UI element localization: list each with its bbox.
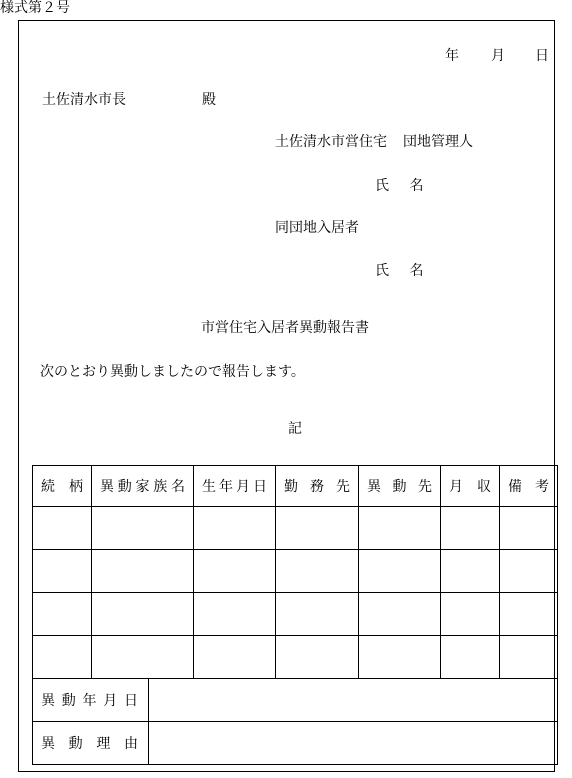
move-reason-label: 異 動 理 由: [41, 736, 138, 752]
resident-name-label: 氏 名: [375, 263, 432, 279]
addressee-name: 土佐清水市長: [42, 92, 126, 108]
table-cell[interactable]: [194, 593, 276, 636]
header-birth-date: 生 年 月 日: [202, 479, 267, 495]
table-cell[interactable]: [92, 550, 194, 593]
move-date-row: [33, 679, 558, 722]
table-cell[interactable]: [441, 550, 500, 593]
table-cell[interactable]: [194, 507, 276, 550]
table-cell[interactable]: [92, 507, 194, 550]
resident-label: 同団地入居者: [275, 220, 359, 236]
table-cell[interactable]: [500, 636, 558, 679]
reporter-role: 団地管理人: [403, 134, 473, 150]
table-cell[interactable]: [276, 507, 359, 550]
table-cell[interactable]: [441, 636, 500, 679]
table-cell[interactable]: [441, 507, 500, 550]
addressee-honorific: 殿: [202, 92, 216, 108]
move-date-label: 異 動 年 月 日: [41, 693, 138, 709]
form-number: 様式第２号: [0, 0, 70, 16]
reporter-name-label: 氏 名: [375, 178, 432, 194]
table-cell[interactable]: [92, 636, 194, 679]
move-date-field[interactable]: [149, 679, 558, 722]
table-cell[interactable]: [359, 507, 441, 550]
ki-mark: 記: [288, 421, 302, 437]
table-cell[interactable]: [441, 593, 500, 636]
move-reason-row: [33, 722, 558, 765]
table-cell[interactable]: [359, 550, 441, 593]
table-cell[interactable]: [33, 636, 92, 679]
table-cell[interactable]: [194, 636, 276, 679]
table-row: [33, 507, 558, 550]
date-day-label: 日: [535, 48, 549, 64]
table-cell[interactable]: [33, 550, 92, 593]
table-row: [33, 550, 558, 593]
table-cell[interactable]: [33, 507, 92, 550]
header-monthly-income: 月 収: [449, 479, 491, 495]
header-family-member: 異 動 家 族 名: [100, 479, 185, 495]
table-row: [33, 593, 558, 636]
table-cell[interactable]: [33, 593, 92, 636]
table-cell[interactable]: [194, 550, 276, 593]
table-cell[interactable]: [276, 593, 359, 636]
table-cell[interactable]: [500, 507, 558, 550]
intro-text: 次のとおり異動しましたので報告します。: [40, 364, 305, 380]
date-month-label: 月: [491, 48, 505, 64]
move-reason-field[interactable]: [149, 722, 558, 765]
header-workplace: 勤 務 先: [284, 479, 350, 495]
table-cell[interactable]: [500, 593, 558, 636]
table-header-row: [33, 466, 558, 507]
header-remarks: 備 考: [508, 479, 549, 495]
table-cell[interactable]: [276, 636, 359, 679]
reporter-org: 土佐清水市営住宅: [275, 134, 387, 150]
document-title: 市営住宅入居者異動報告書: [201, 320, 369, 336]
table-cell[interactable]: [359, 593, 441, 636]
table-cell[interactable]: [92, 593, 194, 636]
date-year-label: 年: [445, 48, 459, 64]
table-row: [33, 636, 558, 679]
change-details-table: [32, 465, 558, 765]
table-cell[interactable]: [500, 550, 558, 593]
table-cell[interactable]: [276, 550, 359, 593]
table-cell[interactable]: [359, 636, 441, 679]
header-relationship: 続 柄: [41, 479, 83, 495]
header-destination: 異 動 先: [367, 479, 432, 495]
